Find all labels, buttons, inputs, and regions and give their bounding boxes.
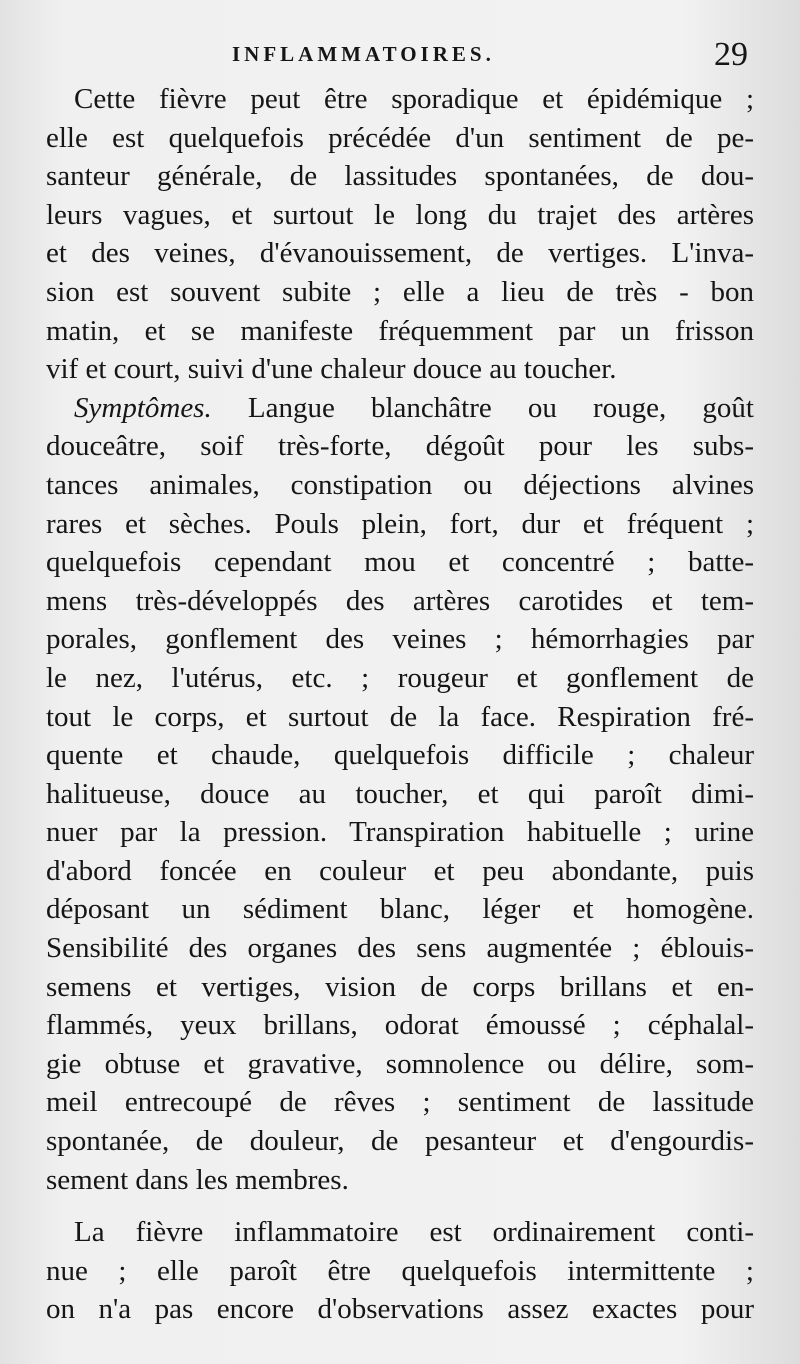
text-line: La fièvre inflammatoire est ordinairement conti- — [74, 1216, 754, 1249]
text-line: rares et sèches. Pouls plein, fort, dur et fréquent ; — [46, 507, 754, 540]
text-line: déposant un sédiment blanc, léger et homogène. — [46, 893, 754, 926]
text-line: porales, gonflement des veines ; hémorrhagies par — [46, 623, 754, 656]
text-line: elle est quelquefois précédée d'un sentiment de pe- — [46, 121, 754, 154]
text-line: vif et court, suivi d'une chaleur douce au toucher. — [46, 353, 617, 386]
running-title: INFLAMMATOIRES. — [232, 42, 495, 66]
text-line: on n'a pas encore d'observations assez exactes pour — [46, 1293, 754, 1326]
running-head — [0, 38, 800, 78]
text-line: d'abord foncée en couleur et peu abondante, puis — [46, 854, 754, 887]
text-line: et des veines, d'évanouissement, de vertiges. L'inva- — [46, 237, 754, 270]
section-heading-symptomes: Symptômes. — [74, 391, 212, 424]
text-line: sion est souvent subite ; elle a lieu de très - bon — [46, 275, 754, 308]
text-line: tances animales, constipation ou déjections alvines — [46, 468, 754, 501]
text-line: mens très-développés des artères carotides et tem- — [46, 584, 754, 617]
lead-text: Langue blanchâtre ou rouge, goût — [211, 391, 754, 424]
text-line: semens et vertiges, vision de corps brillans et en- — [46, 970, 754, 1003]
body-text — [46, 80, 754, 1329]
text-line: le nez, l'utérus, etc. ; rougeur et gonflement de — [46, 661, 754, 694]
text-line: nue ; elle paroît être quelquefois intermittente ; — [46, 1254, 754, 1287]
text-line: matin, et se manifeste fréquemment par un frisson — [46, 314, 754, 347]
text-line: gie obtuse et gravative, somnolence ou délire, som- — [46, 1047, 754, 1080]
text-line: Sensibilité des organes des sens augmentée ; éblouis- — [46, 932, 754, 965]
text-line: leurs vagues, et surtout le long du trajet des artères — [46, 198, 754, 231]
text-line: flammés, yeux brillans, odorat émoussé ; céphalal- — [46, 1009, 754, 1042]
text-line: sement dans les membres. — [46, 1163, 349, 1196]
text-line: santeur générale, de lassitudes spontanées, de dou- — [46, 160, 754, 193]
text-line: Cette fièvre peut être sporadique et épidémique ; — [74, 83, 754, 115]
text-line: quelquefois cependant mou et concentré ; batte- — [46, 546, 754, 579]
text-line: meil entrecoupé de rêves ; sentiment de lassitude — [46, 1086, 754, 1119]
text-line: halitueuse, douce au toucher, et qui paroît dimi- — [46, 777, 754, 810]
text-line: spontanée, de douleur, de pesanteur et d'engourdis- — [46, 1125, 754, 1158]
text-line — [46, 389, 754, 428]
text-line: tout le corps, et surtout de la face. Respiration fré- — [46, 700, 754, 733]
text-line: quente et chaude, quelquefois difficile ; chaleur — [46, 739, 754, 772]
page-number: 29 — [714, 36, 748, 73]
text-line: douceâtre, soif très-forte, dégoût pour les subs- — [46, 430, 754, 463]
text-line: nuer par la pression. Transpiration habituelle ; urine — [46, 816, 754, 849]
